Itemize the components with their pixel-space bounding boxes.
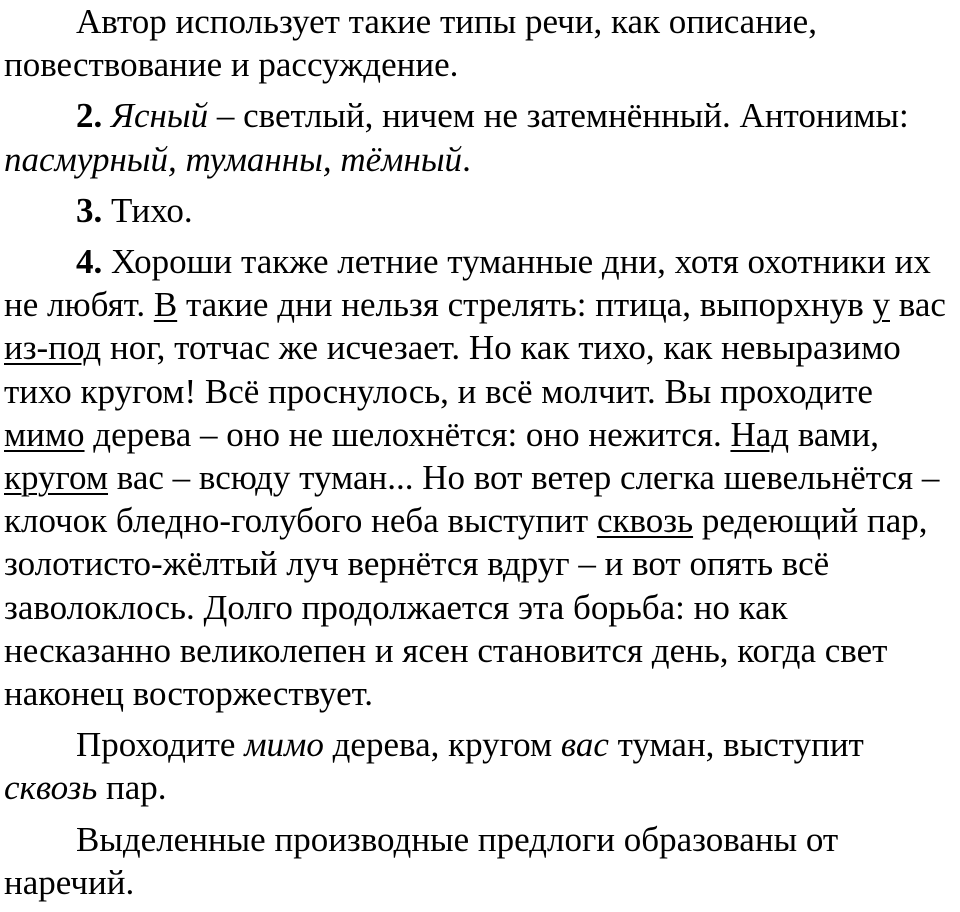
text-fragment: дерева – оно не шелохнётся: оно нежится. [84,414,731,454]
term-word: Ясный [111,96,209,136]
answer-text: Тихо. [102,190,193,230]
underlined-preposition: сквозь [596,501,694,541]
underlined-preposition: у [872,285,890,325]
paragraph-task-4 [4,240,956,715]
underlined-preposition: из-под [4,328,102,368]
underlined-preposition: мимо [4,414,85,454]
text-fragment: вас [890,285,946,325]
document-page [4,0,956,904]
text-fragment: ног, тотчас же исчезает. Но как тихо, как невыразимо тихо кругом! Всё проснулось, и всё молчит. Вы проходите [4,328,901,411]
paragraph-examples [4,723,956,809]
task-number: 2. [76,96,103,136]
task-number: 3. [76,190,103,230]
text-fragment: пар. [97,768,167,808]
text-fragment: туман, выступит [608,725,864,765]
text-fragment: вами, [789,414,880,454]
paragraph-conclusion [4,818,956,904]
definition-text: – светлый, ничем не затемнённый. Антонимы: [208,96,909,136]
underlined-preposition: кругом [4,458,109,498]
task-number: 4. [76,242,103,282]
antonyms-list: пасмурный, туманны, тёмный [4,139,463,179]
sentence-end: . [462,139,471,179]
text-fragment: дерева, кругом [323,725,561,765]
paragraph-task-2 [4,94,956,180]
underlined-preposition: В [153,285,178,325]
paragraph-text: Автор использует такие типы речи, как описание, повествование и рассуждение. [4,2,817,85]
text-fragment: Хороши также летние туманные дни, хотя охотники их не любят. [4,242,931,325]
paragraph-task-3 [4,189,956,232]
text-fragment: редеющий пар, золотисто-жёлтый луч вернётся вдруг – и вот опять всё заволоклось. Долго продолжается эта борьба: но как несказанно великолепен и ясен становится день, когда свет наконец восторжествует. [4,501,928,714]
paragraph-speech-types [4,0,956,86]
italic-preposition: мимо [244,725,324,765]
underlined-preposition: Над [730,414,790,454]
paragraph-text: Выделенные производные предлоги образованы от наречий. [4,819,839,902]
text-fragment: Проходите [76,725,245,765]
italic-preposition: вас [560,725,609,765]
text-fragment: вас – всюду туман... Но вот ветер слегка шевельнётся – клочок бледно-голубого неба выступит [4,458,940,541]
text-fragment: такие дни нельзя стрелять: птица, выпорхнув [177,285,873,325]
italic-preposition: сквозь [4,768,98,808]
